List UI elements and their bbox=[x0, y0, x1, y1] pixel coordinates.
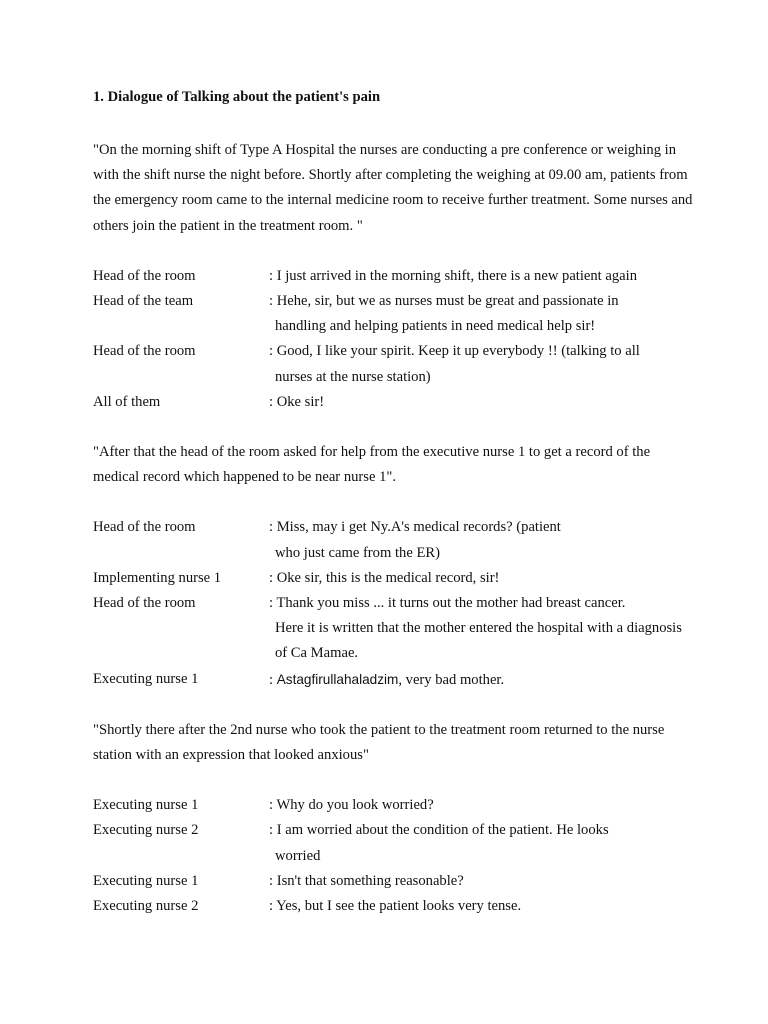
dialogue-line bbox=[93, 566, 693, 591]
speaker-name: Head of the room bbox=[93, 267, 196, 284]
speech-text bbox=[269, 591, 693, 667]
dialogue-line bbox=[93, 390, 693, 415]
speaker-name: All of them bbox=[93, 393, 161, 410]
speech-text bbox=[269, 515, 693, 565]
speaker-name: Head of the room bbox=[93, 519, 196, 536]
speech-continuation: who just came from the ER) bbox=[275, 544, 440, 561]
dialogue-block-3 bbox=[93, 793, 693, 919]
dialogue-line bbox=[93, 591, 693, 667]
dialogue-line bbox=[93, 515, 693, 565]
speech-continuation: handling and helping patients in need medical help sir! bbox=[275, 318, 596, 335]
speech-first-line: : Oke sir, this is the medical record, sir! bbox=[269, 569, 500, 586]
dialogue-line bbox=[93, 869, 693, 894]
speech-text bbox=[269, 869, 693, 894]
speech-colon: : bbox=[269, 671, 277, 688]
dialogue-line bbox=[93, 793, 693, 818]
speech-continuation: Here it is written that the mother entered the hospital with a diagnosis of Ca Mamae. bbox=[275, 620, 682, 662]
speech-continuation: nurses at the nurse station) bbox=[275, 368, 431, 385]
speaker-name: Executing nurse 2 bbox=[93, 898, 199, 915]
speech-first-line: : Why do you look worried? bbox=[269, 797, 434, 814]
speaker-name: Head of the room bbox=[93, 343, 196, 360]
speech-continuation: worried bbox=[275, 847, 321, 864]
speech-text bbox=[269, 339, 693, 389]
speech-first-line: : I just arrived in the morning shift, there is a new patient again bbox=[269, 267, 637, 284]
speech-first-line: : Yes, but I see the patient looks very tense. bbox=[269, 898, 522, 915]
section-title: 1. Dialogue of Talking about the patient's pain bbox=[93, 89, 381, 105]
speech-first-line: : Miss, may i get Ny.A's medical records? (patient bbox=[269, 519, 561, 536]
speech-text bbox=[269, 390, 693, 415]
speech-text bbox=[269, 818, 693, 868]
intro-paragraph: "On the morning shift of Type A Hospital the nurses are conducting a pre conference or weighing in with the shift nurse the night before. Shortly after completing the weighing at 09.00 am, patients from the emergency room came to the internal medicine room to receive further treatment. Some nurses and others join the patient in the treatment room. " bbox=[93, 142, 693, 234]
narration-paragraph-2: "After that the head of the room asked for help from the executive nurse 1 to get a record of the medical record which happened to be near nurse 1". bbox=[93, 444, 651, 486]
speech-first-line: : Oke sir! bbox=[269, 393, 325, 410]
speech-rest: , very bad mother. bbox=[398, 671, 505, 688]
speaker-name: Head of the team bbox=[93, 293, 194, 310]
document-page bbox=[93, 87, 693, 944]
speech-first-line: : I am worried about the condition of the patient. He looks bbox=[269, 822, 609, 839]
speaker-name: Executing nurse 1 bbox=[93, 797, 199, 814]
narration-paragraph-3: "Shortly there after the 2nd nurse who took the patient to the treatment room returned to the nurse station with an expression that looked anxious" bbox=[93, 721, 665, 764]
speaker-name: Executing nurse 1 bbox=[93, 670, 199, 687]
speaker-name: Head of the room bbox=[93, 595, 196, 612]
dialogue-line bbox=[93, 894, 693, 919]
speaker-name: Executing nurse 2 bbox=[93, 822, 199, 839]
dialogue-line bbox=[93, 667, 693, 693]
speech-text bbox=[269, 264, 693, 289]
dialogue-line bbox=[93, 339, 693, 389]
speech-text bbox=[269, 667, 693, 693]
speech-text bbox=[269, 566, 693, 591]
exclamation-word: Astagfirullahaladzim bbox=[276, 671, 399, 687]
dialogue-line bbox=[93, 289, 693, 339]
speech-text bbox=[269, 289, 693, 339]
speaker-name: Executing nurse 1 bbox=[93, 872, 199, 889]
dialogue-block-1 bbox=[93, 264, 693, 415]
speech-first-line: : Isn't that something reasonable? bbox=[269, 872, 464, 889]
speech-text bbox=[269, 793, 693, 818]
dialogue-line bbox=[93, 818, 693, 868]
dialogue-block-2 bbox=[93, 515, 693, 692]
speech-first-line: : Thank you miss ... it turns out the mother had breast cancer. bbox=[269, 595, 626, 612]
speaker-name: Implementing nurse 1 bbox=[93, 569, 222, 586]
dialogue-line bbox=[93, 264, 693, 289]
speech-text bbox=[269, 894, 693, 919]
speech-first-line: : Good, I like your spirit. Keep it up everybody !! (talking to all bbox=[269, 343, 640, 360]
speech-first-line: : Hehe, sir, but we as nurses must be great and passionate in bbox=[269, 293, 619, 310]
